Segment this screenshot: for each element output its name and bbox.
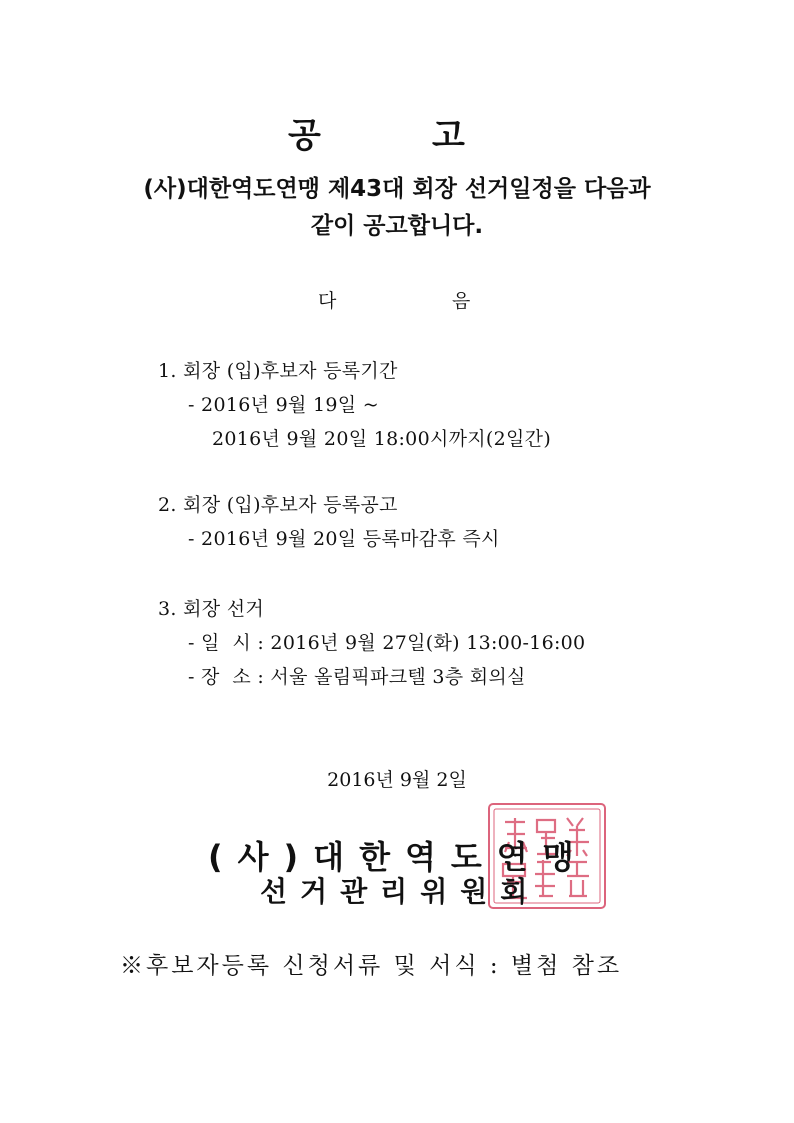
intro-line-2: 같이 공고합니다.	[310, 213, 484, 239]
title-char-2: 고	[432, 116, 465, 156]
announcement-date: 2016년 9월 2일	[327, 769, 467, 791]
committee-name: 선거관리위원회	[260, 875, 541, 908]
intro-line-1: (사)대한역도연맹 제43대 회장 선거일정을 다음과	[143, 176, 651, 202]
item-2-line-1: - 2016년 9월 20일 등록마감후 즉시	[188, 528, 500, 550]
item-1-line-1: - 2016년 9월 19일 ~	[188, 394, 379, 416]
section-heading-char-2: 음	[452, 290, 471, 312]
section-heading-char-1: 다	[318, 290, 337, 312]
item-2-title: 2. 회장 (입)후보자 등록공고	[158, 494, 398, 516]
item-3-line-1: - 일 시 : 2016년 9월 27일(화) 13:00-16:00	[188, 632, 586, 654]
organization-name: (사)대한역도연맹	[208, 838, 589, 876]
title-char-1: 공	[288, 116, 321, 156]
item-1-title: 1. 회장 (입)후보자 등록기간	[158, 360, 398, 382]
attachment-note: ※후보자등록 신청서류 및 서식 : 별첨 참조	[120, 953, 623, 979]
item-3-title: 3. 회장 선거	[158, 598, 265, 620]
item-3-line-2: - 장 소 : 서울 올림픽파크텔 3층 회의실	[188, 666, 526, 688]
item-1-line-2: 2016년 9월 20일 18:00시까지(2일간)	[212, 428, 552, 450]
